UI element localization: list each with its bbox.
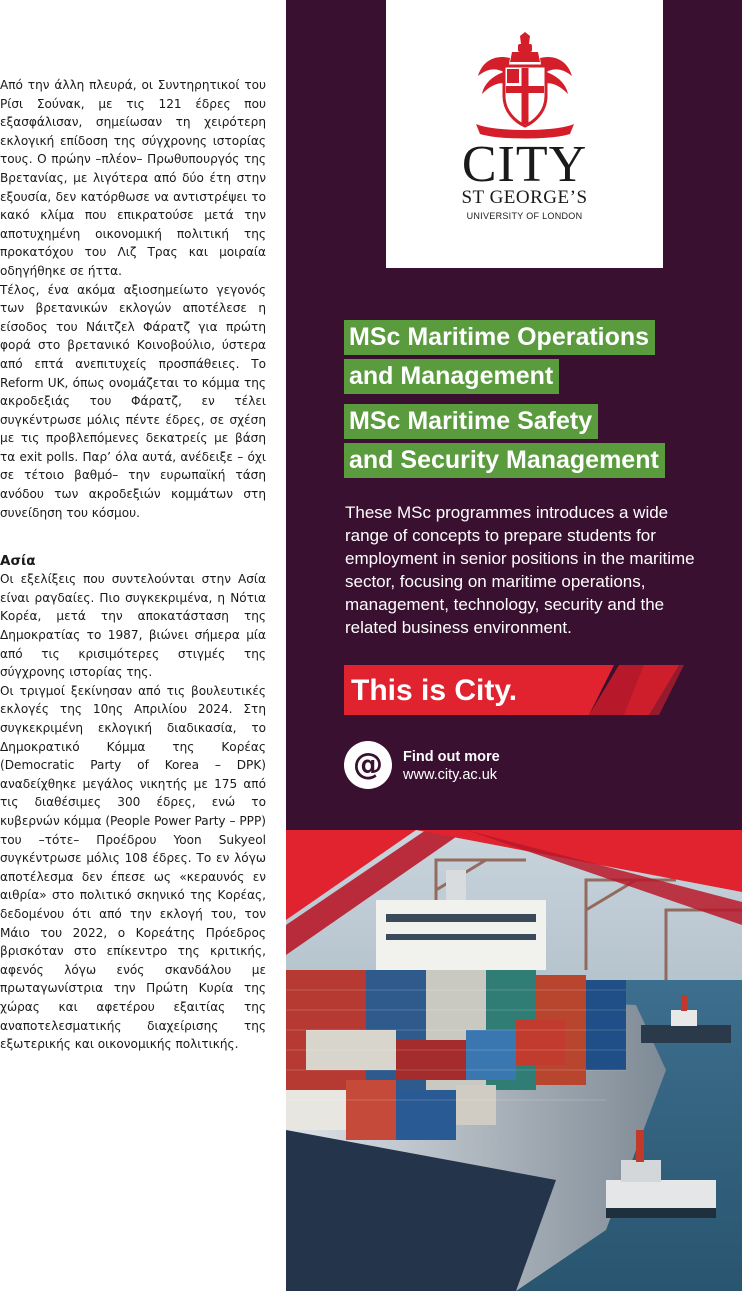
article-paragraph: Από την άλλη πλευρά, οι Συντηρητικοί του Ρίσι Σούνακ, με τις 121 έδρες που εξασφάλισαν, σημείωσαν τη χειρότερη εκλογική επίδοση της σύγχρονης ιστορίας τους. Ο πρώην –πλέον– Πρωθυπουργός της Βρετανίας, με λιγότερα από δύο έτη στην εξουσία, δεν κατόρθωσε να αντιστρέψει το κακό κλίμα που επικρατούσε μετά την αποτυχημένη οικονομική πολιτική της προκατόχου του Λιζ Τρας και μοιραία οδηγήθηκε σε ήττα. (0, 78, 266, 278)
find-out-more-label: Find out more (403, 749, 500, 765)
at-sign-icon: @ (344, 741, 392, 789)
crest-icon (474, 32, 576, 140)
logo-subname: ST GEORGE’S (461, 187, 588, 208)
website-url[interactable]: www.city.ac.uk (403, 767, 498, 783)
programme-title-safety[interactable] (344, 404, 665, 482)
programme-title-operations[interactable] (344, 320, 665, 398)
logo-tagline: UNIVERSITY OF LONDON (466, 211, 583, 221)
article-column (0, 0, 286, 1291)
programme-description: These MSc programmes introduces a wide range of concepts to prepare students for employment in senior positions in the maritime sector, focusing on maritime operations, management, technology, security and the related business environment. (345, 503, 695, 637)
slogan-banner (344, 665, 684, 717)
article-paragraph: Τέλος, ένα ακόμα αξιοσημείωτο γεγονός των βρετανικών εκλογών αποτέλεσε η είσοδος του Νάιτζελ Φάρατζ για πρώτη φορά στο βρετανικό Κοινοβούλιο, ύστερα από επτά ανεπιτυχείς προσπάθειες. Το Reform UK, όπως ονομάζεται το κόμμα της ακροδεξιάς του Φάρατζ, εν τέλει συγκέντρωσε μόλις πέντε έδρες, σε σχέση με τις προβλεπόμενες δεκατρείς με βάση τα exit polls. Παρ’ όλα αυτά, ανέδειξε – όχι σε τέτοιο βαθμό– την ευρωπαϊκή τάση ανόδου των ακροδεξιών κομμάτων στη συνείδηση του κόσμου. (0, 282, 266, 520)
logo-name: CITY (461, 136, 588, 193)
advertisement-panel[interactable] (286, 0, 742, 1291)
container-ship-image (286, 830, 742, 1291)
title-line: and Security Management (344, 443, 665, 478)
section-heading: Ασία (0, 553, 36, 570)
title-line: MSc Maritime Safety (344, 404, 598, 439)
title-line: MSc Maritime Operations (344, 320, 655, 355)
university-logo[interactable] (386, 0, 663, 268)
programme-titles (344, 320, 665, 488)
title-line: and Management (344, 359, 559, 394)
slogan-text: This is City. (351, 674, 518, 707)
article-paragraph: Οι τριγμοί ξεκίνησαν από τις βουλευτικές εκλογές της 10ης Απριλίου 2024. Στη συγκεκριμένη εκλογική διαδικασία, το Δημοκρατικό Κόμμα της Κορέας (Democratic Party of Korea – DPK) αναδείχθηκε μεγάλος νικητής με 175 από τις διαθέσιμες 300 έδρες, ενώ το κυβερνών κόμμα (People Power Party – PPP) του –τότε– Προέδρου Yoon Sukyeol συγκέντρωσε μόλις 108 έδρες. Το εν λόγω αποτέλεσμα δεν έπεσε ως «κεραυνός εν αιθρία» στο πολιτικό σκηνικό της Κορέας, δεδομένου ότι από την εκλογή του, τον Μάιο του 2022, ο Κορεάτης Πρόεδρος βρισκόταν στο επίκεντρο της κριτικής, αφενός λόγω ενός σκανδάλου με πρωταγωνίστρια την Πρώτη Κυρία της χώρας και αφετέρου εξαιτίας της αναποτελεσματικής διαχείρισης της εξωτερικής και οικονομικής πολιτικής. (0, 683, 266, 1052)
contact-link[interactable] (344, 741, 644, 793)
article-paragraph: Οι εξελίξεις που συντελούνται στην Ασία είναι ραγδαίες. Πιο συγκεκριμένα, η Νότια Κορέα, μετά την αποκατάσταση της Δημοκρατίας το 1987, βιώνει σήμερα μία από τις κρισιμότερες στιγμές της σύγχρονης ιστορίας της. (0, 572, 266, 680)
